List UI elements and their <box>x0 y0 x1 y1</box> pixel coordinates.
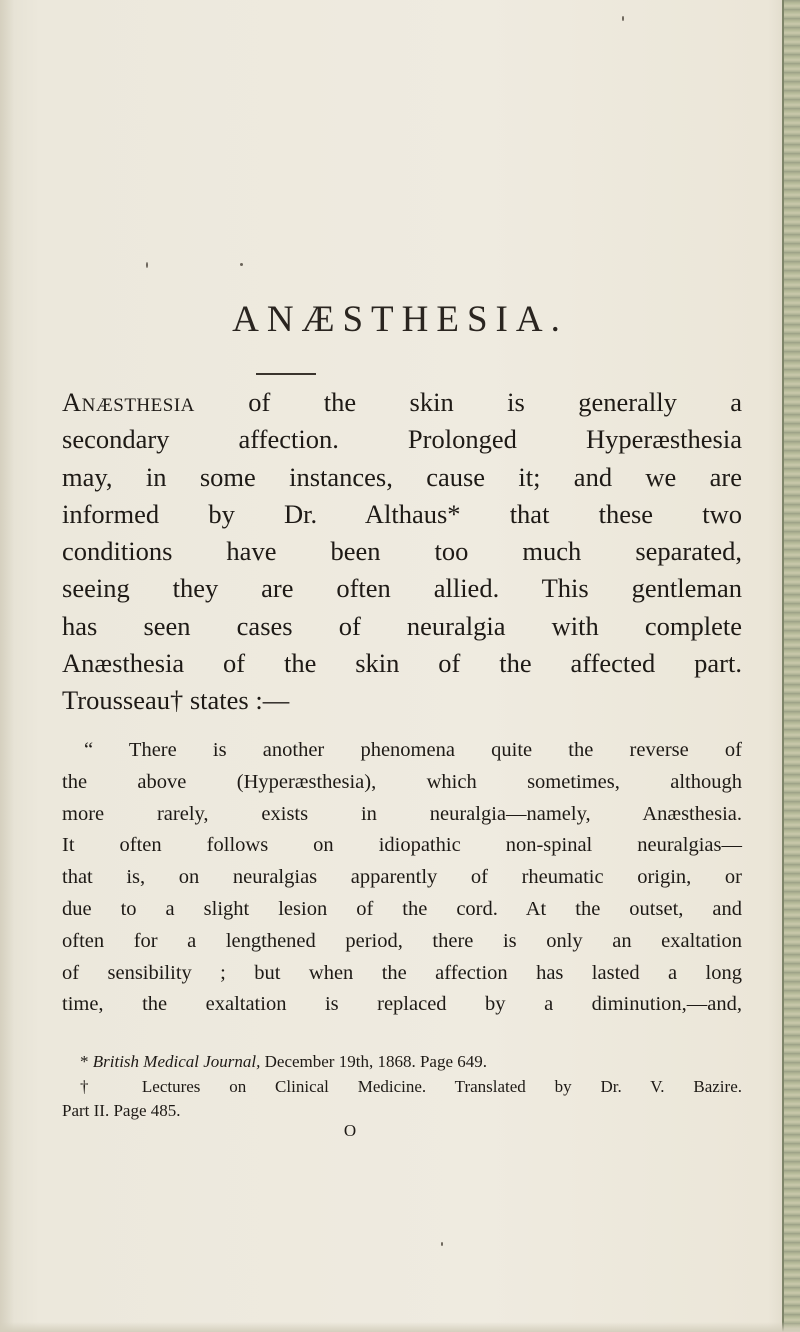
page-bottom-edge <box>0 1322 800 1332</box>
quote-line: more rarely, exists in neuralgia—namely, Anæsthesia. <box>62 802 742 825</box>
paragraph-line: seeing they are often allied. This gentleman <box>62 573 742 604</box>
footnotes <box>62 1050 742 1124</box>
paragraph-line: has seen cases of neuralgia with complete <box>62 610 742 641</box>
title-rule <box>256 373 316 375</box>
quote-line: often for a lengthened period, there is only an exaltation <box>62 929 742 952</box>
paragraph-line: conditions have been too much separated, <box>62 536 742 567</box>
quote-line: due to a slight lesion of the cord. At the outset, and <box>62 897 742 920</box>
paper-speck <box>240 263 243 266</box>
paragraph-line: Anæsthesia of the skin of the affected part. <box>62 648 742 679</box>
footnote-2-continuation: Part II. Page 485. <box>62 1101 181 1120</box>
paragraph-line: Trousseau† states :— <box>62 685 290 716</box>
paragraph-line: Anæsthesia of the skin is generally a <box>62 387 742 417</box>
footnote-1 <box>62 1050 742 1075</box>
footnote-2: † Lectures on Clinical Medicine. Translated by Dr. V. Bazire. <box>80 1076 742 1096</box>
quote-line: time, the exaltation is replaced by a diminution,—and, <box>62 993 742 1016</box>
paragraph-line: may, in some instances, cause it; and we are <box>62 461 742 492</box>
paragraph-line: informed by Dr. Althaus* that these two <box>62 498 742 529</box>
paper-speck <box>146 262 148 268</box>
quote-line: that is, on neuralgias apparently of rheumatic origin, or <box>62 866 742 889</box>
paper-speck <box>441 1242 443 1246</box>
main-paragraph <box>62 384 742 720</box>
footnote-marker: * <box>80 1052 89 1071</box>
paragraph-line: secondary affection. Prolonged Hyperæsthesia <box>62 424 742 455</box>
quote-line: the above (Hyperæsthesia), which sometimes, although <box>62 770 742 793</box>
chapter-title: ANÆSTHESIA. <box>232 299 568 340</box>
footnote-source-title: British Medical Journal, <box>92 1052 261 1071</box>
quote-line: of sensibility ; but when the affection has lasted a long <box>62 961 742 984</box>
signature-mark: O <box>343 1121 357 1140</box>
paragraph-lead-word: Anæsthesia <box>62 387 195 417</box>
book-binding-edge <box>782 0 800 1332</box>
footnote-detail: December 19th, 1868. Page 649. <box>260 1052 487 1071</box>
block-quote <box>62 735 742 1021</box>
quote-line: It often follows on idiopathic non-spinal neuralgias— <box>62 834 742 857</box>
paper-speck <box>622 16 624 21</box>
quote-line: “ There is another phenomena quite the reverse of <box>84 739 742 761</box>
